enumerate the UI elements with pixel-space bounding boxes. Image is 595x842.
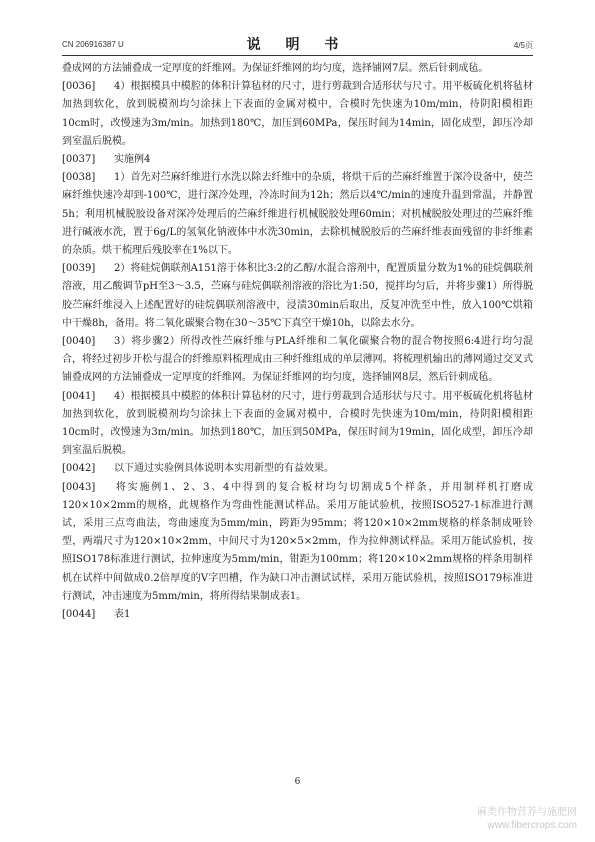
paragraph-0040: [62, 333, 533, 388]
paragraph-text: 实施例4: [114, 154, 151, 166]
paragraph-text: 3）将步骤2）所得改性苎麻纤维与PLA纤维和二氧化碳聚合物的混合物按照6:4进行均匀混合，将经过初步开松与混合的纤维原料梳理成由三种纤维组成的单层薄网。将梳理机输出的薄网通过交叉式铺叠成网的方法铺叠成一定厚度的纤维网。为保证纤维网的均匀度，选择铺网8层，然后针刺成毡。: [62, 336, 533, 384]
paragraph-0043: [62, 479, 533, 606]
watermark: [477, 806, 577, 832]
watermark-url: www.fibercrops.com: [487, 820, 577, 831]
paragraph-0044: [62, 606, 533, 624]
paragraph-number: [0042]: [62, 463, 96, 475]
paragraph-text: 4）根据模具中模腔的体积计算毡材的尺寸，进行剪裁到合适形状与尺寸。用平板硫化机将毡材加热到软化，放到脱模剂均匀涂抹上下表面的金属对模中，合模时先快速为10m/min，待阴阳模相距10cm时，改慢速为3m/min。加热到180℃，加压到60MPa，保压时间为14min，固化成型，卸压冷却到室温后脱模。: [62, 81, 533, 147]
header-divider: [62, 55, 533, 56]
paragraph-number: [0044]: [62, 609, 96, 621]
page-indicator: 4/5页: [513, 41, 533, 50]
paragraph-0038: [62, 169, 533, 260]
paragraph-number: [0037]: [62, 154, 96, 166]
paragraph-0037: [62, 151, 533, 169]
paragraph-text: 表1: [114, 609, 131, 621]
paragraph-text: 叠成网的方法铺叠成一定厚度的纤维网。为保证纤维网的均匀度，选择铺网7层。然后针刺成毡。: [62, 63, 489, 74]
paragraph-number: [0043]: [62, 481, 96, 493]
document-header: [62, 34, 533, 54]
publication-number: CN 206916387 U: [62, 40, 124, 49]
paragraph-number: [0036]: [62, 81, 96, 93]
document-title: 说 明 书: [246, 37, 349, 53]
watermark-site-name: 麻类作物营养与施肥网: [477, 807, 577, 818]
paragraph-number: [0040]: [62, 336, 96, 348]
paragraph-0036: [62, 78, 533, 151]
paragraph-0042: [62, 460, 533, 478]
paragraph-0039: [62, 260, 533, 333]
paragraph-text: 将实施例1、2、3、4中得到的复合板材均匀切割成5个样条，并用制样机打磨成120×10×2mm的规格，此规格作为弯曲性能测试样品。采用万能试验机，按照ISO527-1标准进行测试，采用三点弯曲法，弯曲速度为5mm/min，跨距为95mm；将120×10×2mm规格的样条制成哑铃型，两端尺寸为120×10×2mm，中间尺寸为120×5×2mm，作为拉伸测试样品。采用万能试验机，按照ISO178标准进行测试，拉伸速度为5mm/min，钳距为100mm；将120×10×2mm规格的样条用制样机在试样中间做成0.2倍厚度的V字凹槽，作为缺口冲击测试试样，采用万能试验机，按照ISO179标准进行测试，冲击速度为5mm/min，将所得结果制成表1。: [62, 481, 533, 602]
paragraph-number: [0038]: [62, 172, 96, 184]
paragraph-text: 1）首先对苎麻纤维进行水洗以除去纤维中的杂质，将烘干后的苎麻纤维置于深冷设备中，使苎麻纤维快速冷却到-100℃，进行深冷处理，冷冻时间为12h；然后以4℃/min的速度升温到常温，并静置5h；利用机械脱胶设备对深冷处理后的苎麻纤维进行机械脱胶处理60min；对机械脱胶处理过的苎麻纤维进行碱液水洗，置于6g/L的氢氧化钠液体中水洗30min，去除机械脱胶后的苎麻纤维表面残留的非纤维素的杂质。烘干梳理后残胶率在1%以下。: [62, 172, 533, 257]
paragraph-text: 2）将硅烷偶联剂A151溶于体积比3:2的乙醇/水混合溶剂中，配置质量分数为1%的硅烷偶联剂溶液，用乙酸调节pH至3～3.5，苎麻与硅烷偶联剂溶液的浴比为1:50，搅拌均匀后，并将步骤1）所得脱胶苎麻纤维浸入上述配置好的硅烷偶联剂溶液中，浸渍30min后取出，反复冲洗至中性，放入100℃烘箱中干燥8h，备用。将二氧化碳聚合物在30～35℃下真空干燥10h，以除去水分。: [62, 263, 533, 329]
paragraph-continuation: [62, 60, 533, 78]
paragraph-number: [0041]: [62, 390, 96, 402]
document-body: [62, 60, 533, 624]
paragraph-number: [0039]: [62, 263, 96, 275]
paragraph-text: 以下通过实验例具体说明本实用新型的有益效果。: [114, 463, 334, 475]
paragraph-0041: [62, 388, 533, 461]
page-number: 6: [294, 777, 301, 787]
paragraph-text: 4）根据模具中模腔的体积计算毡材的尺寸，进行剪裁到合适形状与尺寸。用平板硫化机将毡材加热到软化，放到脱模剂均匀涂抹上下表面的金属对模中，合模时先快速为10m/min，待阴阳模相距10cm时，改慢速为3m/min。加热到180℃，加压到50MPa，保压时间为19min，固化成型，卸压冷却到室温后脱模。: [62, 390, 533, 457]
